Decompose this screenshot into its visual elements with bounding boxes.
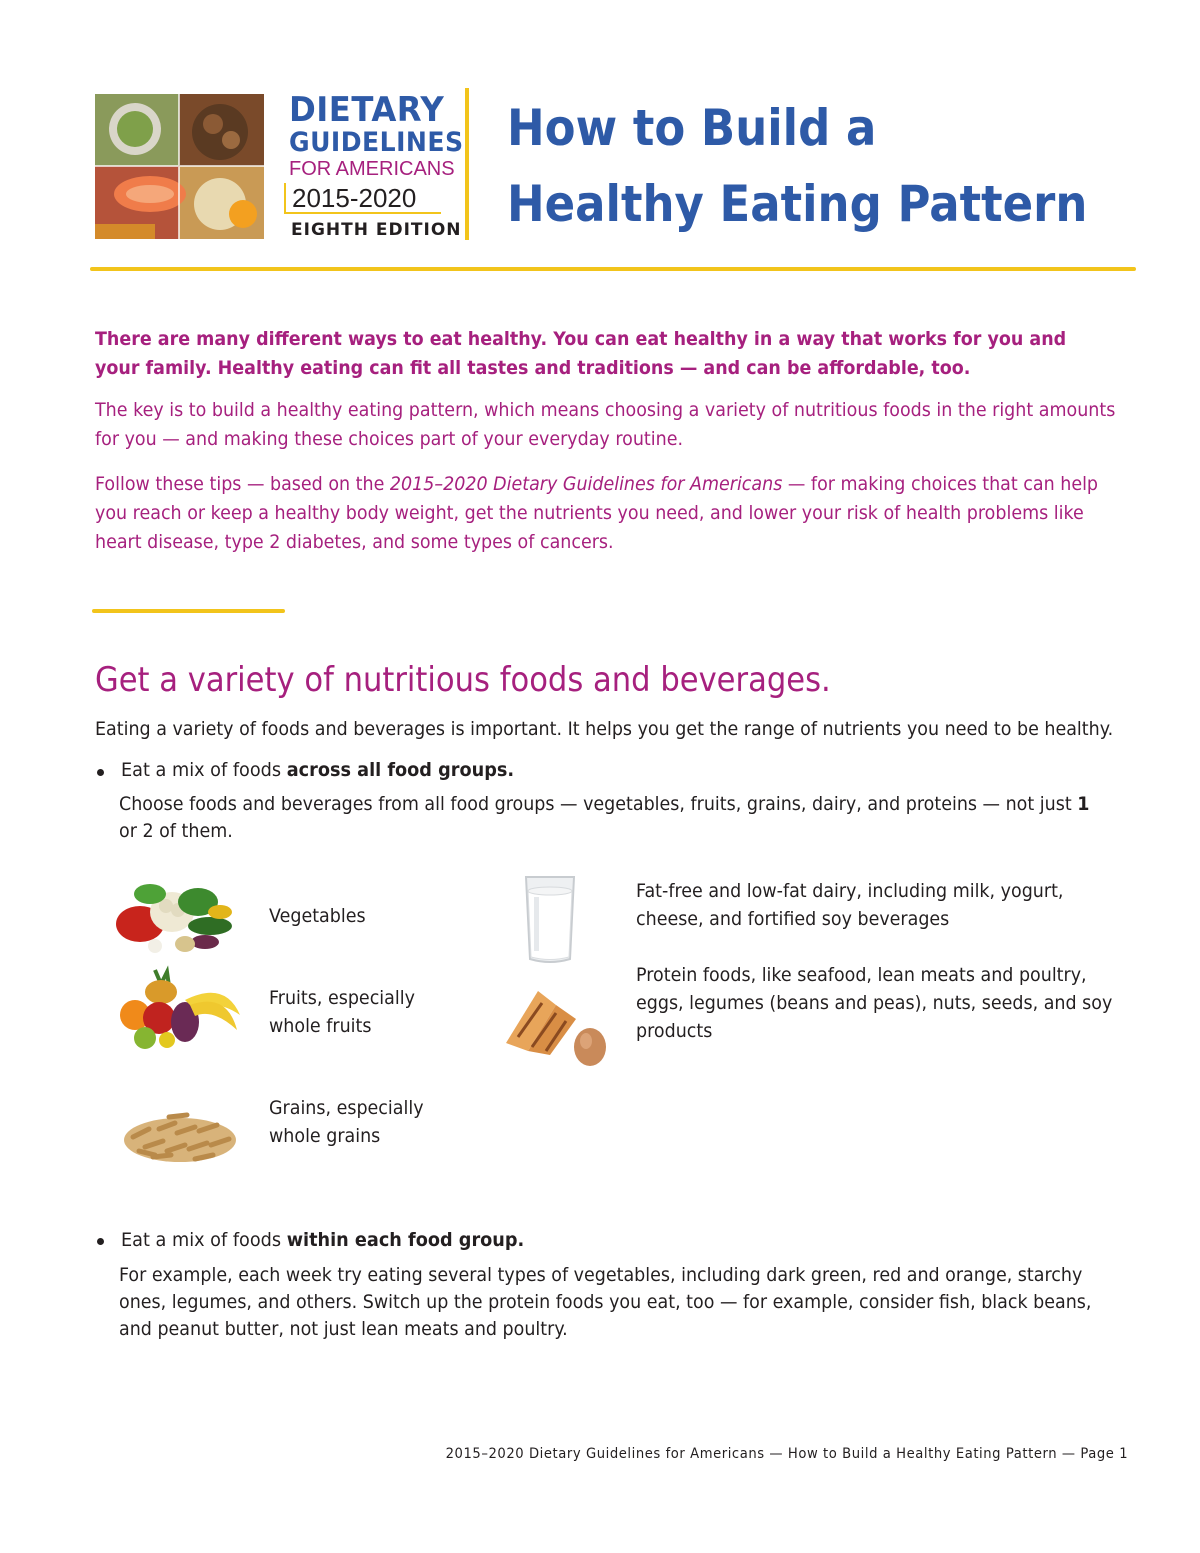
page-title-line-2: Healthy Eating Pattern: [507, 175, 1088, 233]
bullet-1-body-bold: 1: [1077, 793, 1090, 815]
logo-guidelines: GUIDELINES: [289, 127, 464, 158]
label-grains: Grains, especially whole grains: [269, 1097, 424, 1147]
bullet-icon: [97, 769, 104, 776]
label-fruits: Fruits, especially whole fruits: [269, 987, 415, 1037]
bullet-1-body-before: Choose foods and beverages from all food groups — vegetables, fruits, grains, dairy, and proteins — not just: [119, 793, 1078, 815]
label-dairy: Fat-free and low-fat dairy, including milk, yogurt, cheese, and fortified soy beverages: [636, 880, 1064, 930]
intro-p3-after: — for making choices that can help you reach or keep a healthy body weight, get the nutrients you need, and lower your risk of health problems like heart disease, type 2 diabetes, and some types of cancers.: [95, 473, 1099, 553]
bullet-2-heading: [121, 1227, 524, 1253]
food-collage-icon: [95, 94, 264, 239]
intro-p3-italic: 2015–2020 Dietary Guidelines for Americans: [389, 473, 783, 495]
milk-glass-icon: [520, 873, 580, 965]
protein-foods-icon: [498, 985, 613, 1070]
logo-years-text: 2015-2020: [292, 183, 417, 213]
bullet-icon: [97, 1238, 104, 1245]
header-rule: [90, 267, 1136, 271]
logo-dietary: DIETARY: [289, 90, 445, 130]
bullet-2-head-bold: within each food group.: [286, 1229, 525, 1251]
intro-paragraph-3: [95, 470, 1116, 557]
bullet-1-heading: [121, 757, 514, 783]
page-footer: 2015–2020 Dietary Guidelines for Americans — How to Build a Healthy Eating Pattern — Page 1: [445, 1446, 1128, 1462]
section-rule: [92, 609, 285, 613]
header-divider: [465, 88, 469, 240]
fruits-icon: [115, 960, 245, 1050]
bullet-1-head-plain: Eat a mix of foods: [121, 759, 287, 781]
intro-p3-before: Follow these tips — based on the: [95, 473, 390, 495]
intro-paragraph-2: The key is to build a healthy eating pattern, which means choosing a variety of nutritious foods in the right amounts for you — and making these choices part of your everyday routine.: [95, 399, 1116, 450]
bullet-1-body-after: or 2 of them.: [119, 820, 233, 842]
section-heading: Get a variety of nutritious foods and beverages.: [95, 660, 831, 700]
intro-paragraph-1: There are many different ways to eat healthy. You can eat healthy in a way that works for you and your family. Healthy eating can fit all tastes and traditions — and can be affordable, too.: [95, 328, 1067, 379]
logo-edition: EIGHTH EDITION: [291, 220, 462, 240]
logo-years: [284, 183, 441, 214]
grains-icon: [115, 1085, 245, 1175]
section-intro: Eating a variety of foods and beverages is important. It helps you get the range of nutrients you need to be healthy.: [95, 718, 1114, 740]
bullet-2-head-plain: Eat a mix of foods: [121, 1229, 287, 1251]
bullet-1-head-bold: across all food groups.: [286, 759, 515, 781]
label-vegetables: Vegetables: [269, 905, 366, 927]
page-title-line-1: How to Build a: [507, 99, 877, 157]
vegetables-icon: [110, 872, 240, 962]
bullet-2-body: For example, each week try eating several types of vegetables, including dark green, red and orange, starchy ones, legumes, and others. Switch up the protein foods you eat, too — for example, consider fish, black beans, and peanut butter, not just lean meats and poultry.: [119, 1264, 1092, 1340]
label-protein: Protein foods, like seafood, lean meats and poultry, eggs, legumes (beans and peas), nuts, seeds, and soy products: [636, 964, 1113, 1042]
logo-for-americans: FOR AMERICANS: [289, 158, 455, 180]
bullet-1-body: [119, 791, 1094, 845]
